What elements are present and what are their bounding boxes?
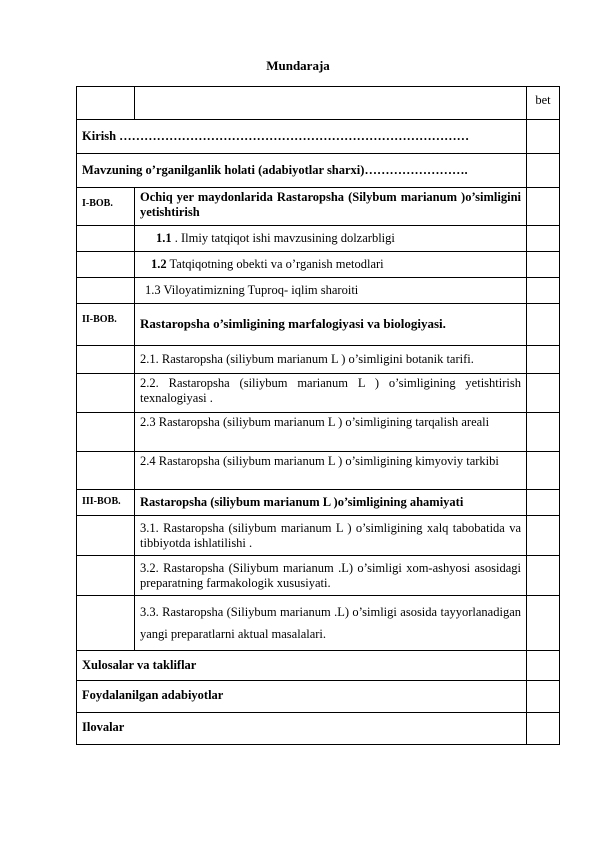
toc-entry-text: Xulosalar va takliflar (77, 651, 527, 681)
chapter-title: Rastaropsha (siliybum marianum L )o’simligining ahamiyati (135, 490, 527, 516)
toc-row-3-1 (77, 516, 560, 556)
empty-cell (77, 278, 135, 304)
section-text: 2.2. Rastaropsha (siliybum marianum L ) o’simligining yetishtirish texnalogiyasi . (135, 374, 527, 413)
toc-row-chapter-2 (77, 304, 560, 346)
empty-cell (77, 413, 135, 452)
header-row (77, 87, 560, 120)
page-number-cell (527, 226, 560, 252)
empty-cell (77, 556, 135, 596)
chapter-number: II-BOB. (77, 304, 135, 346)
toc-entry-text: Ilovalar (77, 713, 527, 745)
page-number-cell (527, 188, 560, 226)
toc-row-chapter-3 (77, 490, 560, 516)
page-number-cell (527, 304, 560, 346)
section-text: Tatqiqotning obekti va o’rganish metodlari (166, 257, 384, 271)
toc-row-conclusions (77, 651, 560, 681)
page-number-cell (527, 452, 560, 490)
toc-row-1-2 (77, 252, 560, 278)
table-of-contents (76, 86, 560, 745)
toc-row-2-3 (77, 413, 560, 452)
section-number: 1.1 (156, 231, 172, 245)
page-column-header: bet (527, 87, 560, 120)
chapter-title: Rastaropsha o’simligining marfalogiyasi va biologiyasi. (135, 304, 527, 346)
section-text: 2.3 Rastaropsha (siliybum marianum L ) o’simligining tarqalish areali (135, 413, 527, 452)
page-number-cell (527, 154, 560, 188)
toc-row-1-3 (77, 278, 560, 304)
empty-cell (77, 87, 135, 120)
section-entry (135, 226, 527, 252)
toc-row-kirish (77, 120, 560, 154)
section-text: 1.3 Viloyatimizning Tuproq- iqlim sharoiti (135, 278, 527, 304)
page-number-cell (527, 120, 560, 154)
toc-row-2-1 (77, 346, 560, 374)
page-number-cell (527, 374, 560, 413)
empty-cell (77, 516, 135, 556)
toc-row-3-3 (77, 596, 560, 651)
toc-row-literature (77, 154, 560, 188)
empty-cell (77, 226, 135, 252)
toc-row-3-2 (77, 556, 560, 596)
section-entry (135, 252, 527, 278)
page-number-cell (527, 651, 560, 681)
page-number-cell (527, 556, 560, 596)
toc-entry-text: Foydalanilgan adabiyotlar (77, 681, 527, 713)
page-number-cell (527, 681, 560, 713)
page-title: Mundaraja (266, 58, 330, 73)
page-number-cell (527, 596, 560, 651)
page-number-cell (527, 346, 560, 374)
toc-row-2-2 (77, 374, 560, 413)
toc-entry-text: Mavzuning o’rganilganlik holati (adabiyotlar sharxi)……………………. (77, 154, 527, 188)
section-text: 2.4 Rastaropsha (siliybum marianum L ) o’simligining kimyoviy tarkibi (135, 452, 527, 490)
section-text: 3.1. Rastaropsha (siliybum marianum L ) o’simligining xalq tabobatida va tibbiyotda ishlatilishi . (135, 516, 527, 556)
section-text: 2.1. Rastaropsha (siliybum marianum L ) o’simligini botanik tarifi. (135, 346, 527, 374)
chapter-title: Ochiq yer maydonlarida Rastaropsha (Silybum marianum )o’simligini yetishtirish (135, 188, 527, 226)
empty-cell (77, 346, 135, 374)
page-number-cell (527, 252, 560, 278)
empty-cell (77, 252, 135, 278)
page-number-cell (527, 413, 560, 452)
toc-row-references (77, 681, 560, 713)
chapter-number: III-BOB. (77, 490, 135, 516)
section-text: . Ilmiy tatqiqot ishi mavzusining dolzarbligi (171, 231, 395, 245)
empty-cell (77, 452, 135, 490)
empty-cell (77, 596, 135, 651)
page-number-cell (527, 278, 560, 304)
empty-cell (77, 374, 135, 413)
empty-cell (135, 87, 527, 120)
page-number-cell (527, 713, 560, 745)
page-number-cell (527, 516, 560, 556)
chapter-number: I-BOB. (77, 188, 135, 226)
toc-entry-text: Kirish ………………………………………………………………………… (77, 120, 527, 154)
section-number: 1.2 (151, 257, 167, 271)
toc-row-2-4 (77, 452, 560, 490)
toc-row-appendices (77, 713, 560, 745)
page-number-cell (527, 490, 560, 516)
section-text: 3.3. Rastaropsha (Siliybum marianum .L) o’simligi asosida tayyorlanadigan yangi preparatlarni aktual masalalari. (135, 596, 527, 651)
toc-row-1-1 (77, 226, 560, 252)
toc-row-chapter-1 (77, 188, 560, 226)
section-text: 3.2. Rastaropsha (Siliybum marianum .L) o’simligi xom-ashyosi asosidagi preparatning farmakologik xususiyati. (135, 556, 527, 596)
